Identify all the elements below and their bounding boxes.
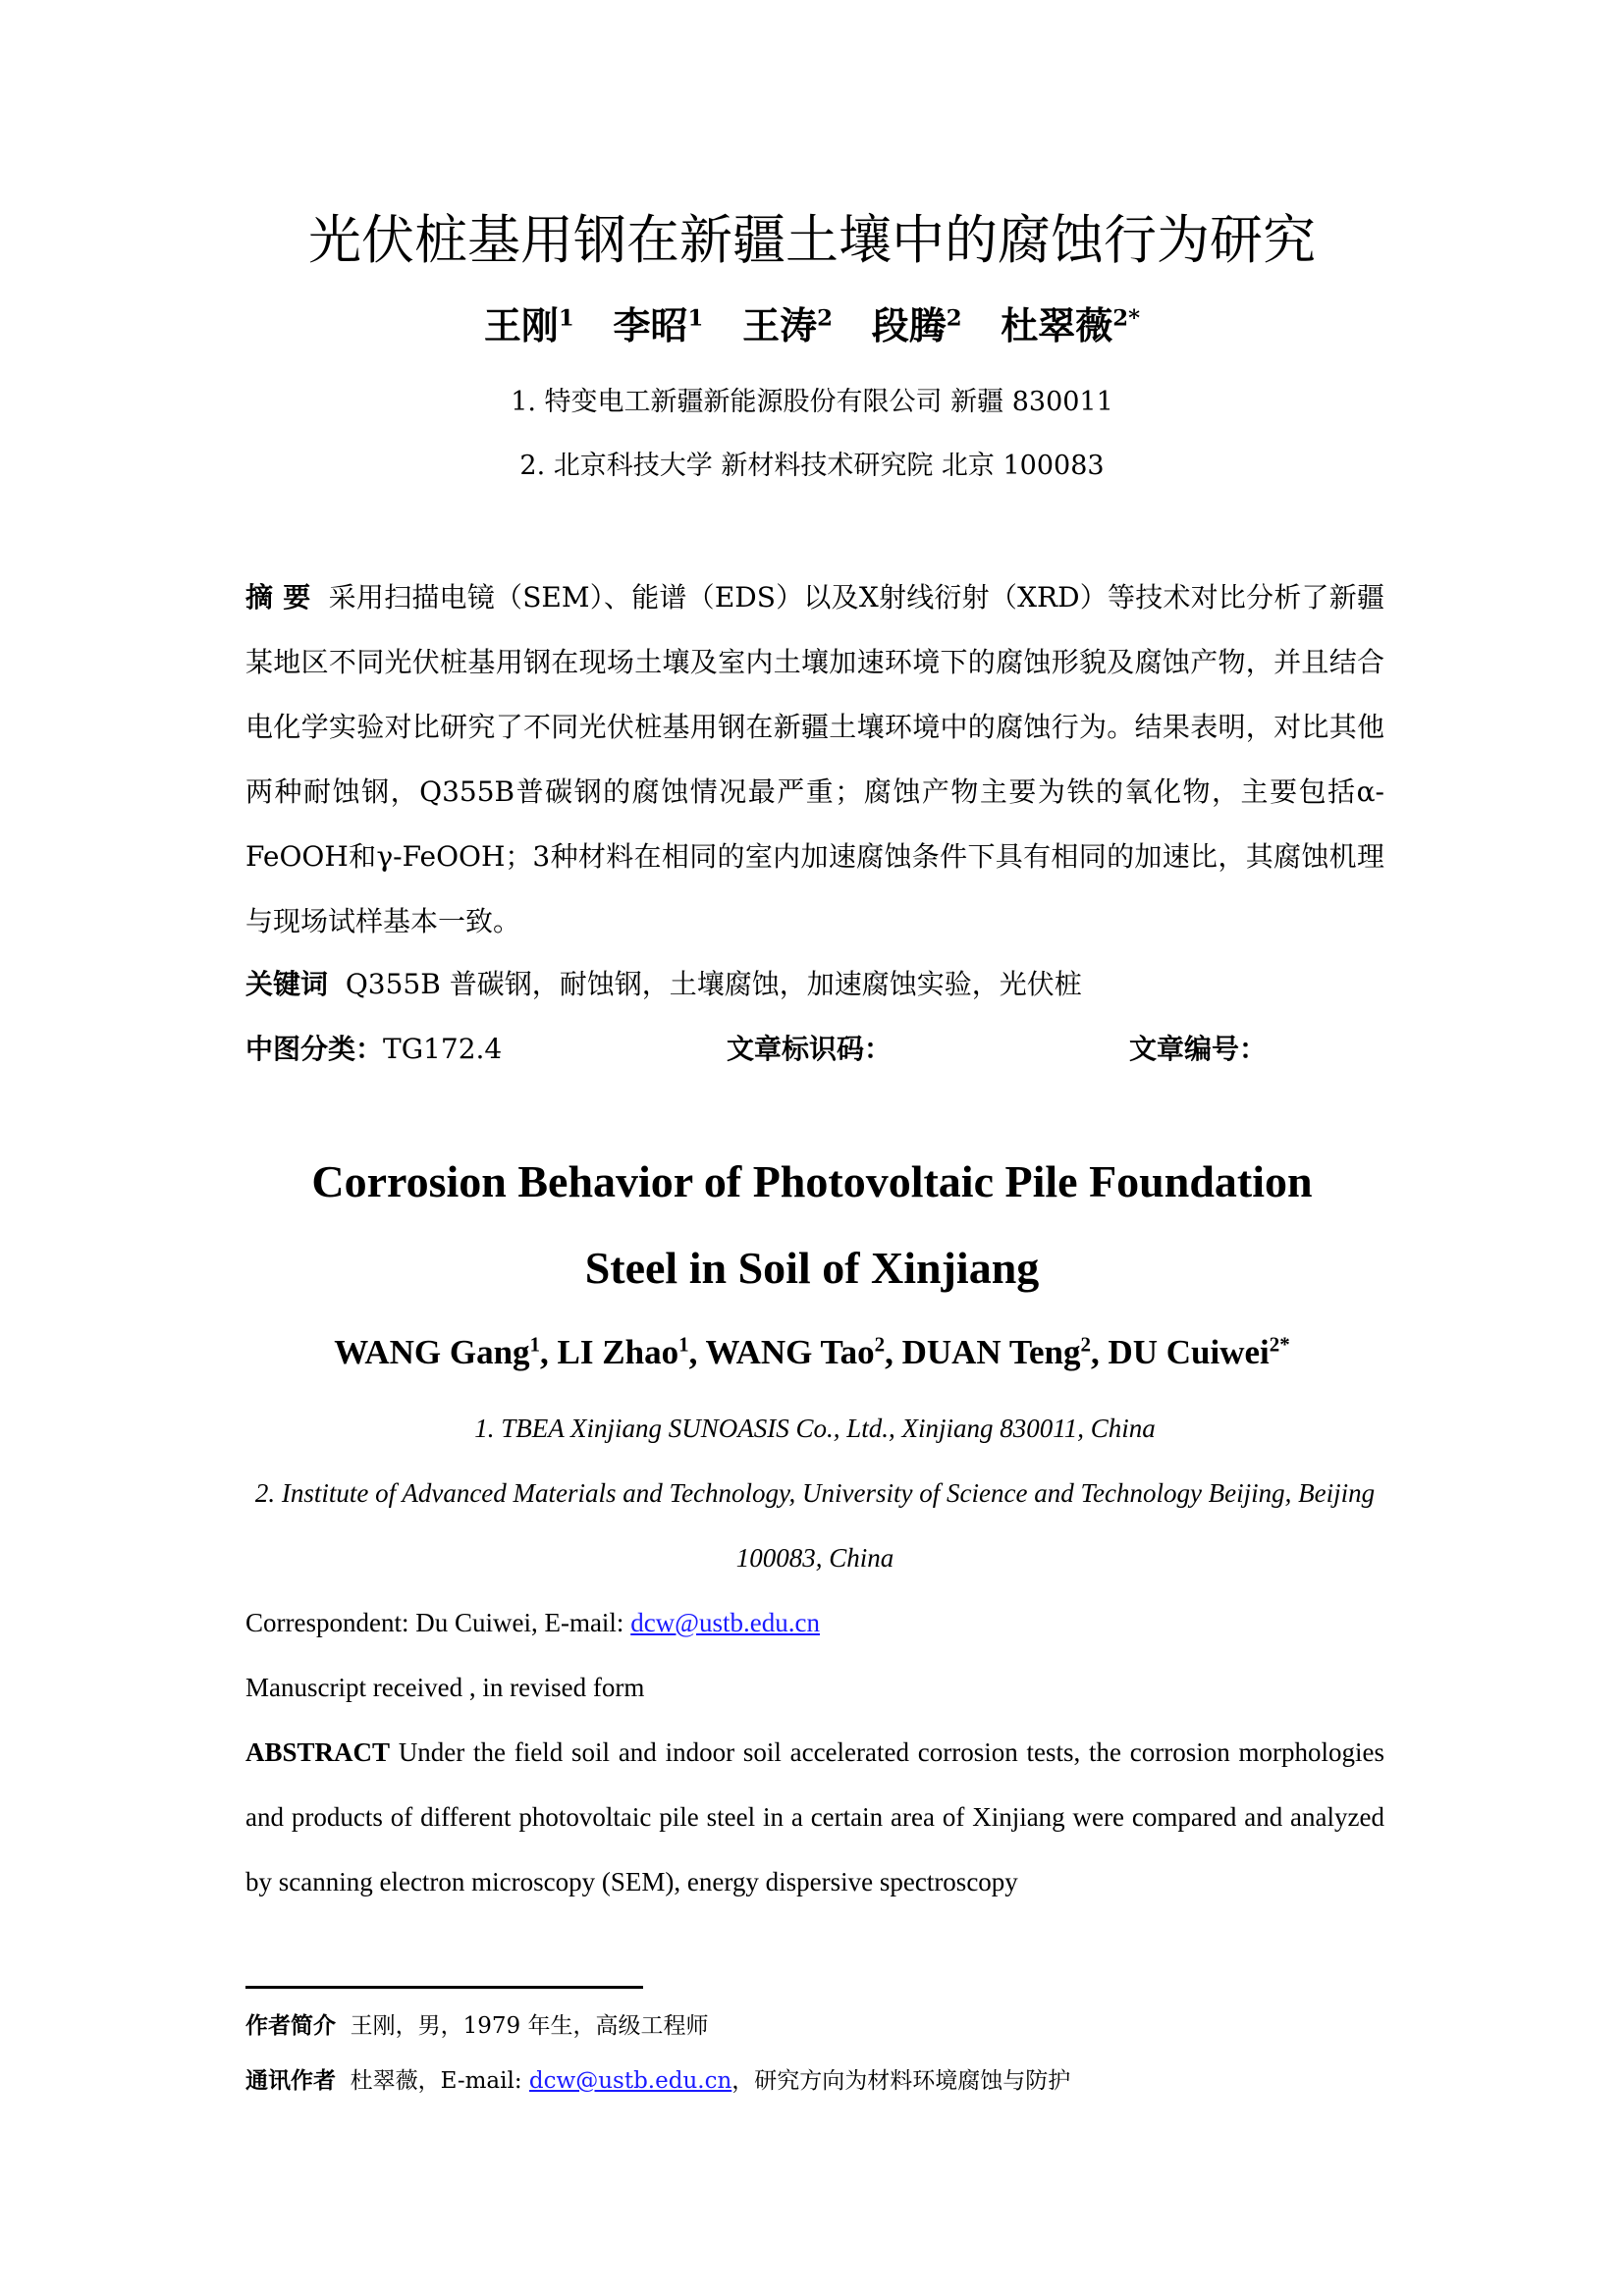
author-name: 王涛 — [742, 303, 818, 347]
correspondent-prefix: Correspondent: Du Cuiwei, E-mail: — [245, 1608, 631, 1637]
author-name: DUAN Teng — [901, 1333, 1081, 1371]
author-sup: 1 — [558, 305, 574, 332]
clc-label: 中图分类： — [245, 1033, 384, 1065]
chinese-affiliation-1: 1. 特变电工新疆新能源股份有限公司 新疆 830011 — [511, 387, 1113, 417]
author-name: WANG Gang — [334, 1333, 530, 1371]
correspondent-line — [245, 1590, 1384, 1655]
chinese-affiliation-2: 2. 北京科技大学 新材料技术研究院 北京 100083 — [519, 451, 1105, 481]
author-sup: 2 — [946, 305, 962, 332]
footnote-divider — [245, 1986, 643, 1989]
footnote-corr-label: 通讯作者 — [245, 2067, 336, 2094]
clc-value: TG172.4 — [383, 1033, 503, 1065]
author-name: DU Cuiwei — [1108, 1333, 1270, 1371]
footnote-author-label: 作者简介 — [245, 2012, 336, 2039]
document-code-label: 文章标识码： — [727, 1033, 893, 1065]
footnote-email-link[interactable]: dcw@ustb.edu.cn — [528, 2068, 732, 2094]
english-authors: WANG Gang$^1$, LI Zhao$^1$, WANG Tao$^2$, DUAN Teng$^2$, DU Cuiwei$^{2*}$ — [334, 1332, 1290, 1371]
english-abstract — [245, 1720, 1384, 1914]
author-sup: 1 — [687, 305, 704, 332]
clc-field — [245, 1017, 502, 1082]
author-sup: 1 — [529, 1332, 541, 1357]
english-title-line-1: Corrosion Behavior of Photovoltaic Pile Foundation — [311, 1156, 1313, 1206]
classification-row — [245, 1017, 1384, 1082]
footnote-corresponding-author — [245, 2057, 1384, 2105]
abstract-text: 采用扫描电镜（SEM）、能谱（EDS）以及X射线衍射（XRD）等技术对比分析了新疆某地区不同光伏桩基用钢在现场土壤及室内土壤加速环境下的腐蚀形貌及腐蚀产物，并且结合电化学实验对比研究了不同光伏桩基用钢在新疆土壤环境中的腐蚀行为。结果表明，对比其他两种耐蚀钢，Q355B普碳钢的腐蚀情况最严重；腐蚀产物主要为铁的氧化物，主要包括α-FeOOH和γ-FeOOH；3种材料在相同的室内加速腐蚀条件下具有相同的加速比，其腐蚀机理与现场试样基本一致。 — [245, 581, 1384, 937]
author-name: 段腾 — [871, 303, 947, 347]
chinese-authors — [0, 296, 1624, 355]
author-sup: 2 — [1080, 1332, 1091, 1357]
author-name: 李昭 — [613, 303, 688, 347]
english-abstract-label: ABSTRACT — [245, 1737, 391, 1767]
author-sup: 1 — [678, 1332, 689, 1357]
keywords-label: 关键词 — [245, 968, 329, 1000]
chinese-title: 光伏桩基用钢在新疆土壤中的腐蚀行为研究 — [308, 209, 1316, 271]
english-affiliation-2: 2. Institute of Advanced Materials and Technology, University of Science and Technology Beijing, Beijing 100083, China — [254, 1478, 1376, 1573]
keywords-text: Q355B 普碳钢，耐蚀钢，土壤腐蚀，加速腐蚀实验，光伏桩 — [345, 968, 1082, 1000]
author-sup: 2 — [817, 305, 833, 332]
author-name: WANG Tao — [705, 1333, 875, 1371]
manuscript-line: Manuscript received , in revised form — [245, 1673, 645, 1702]
footnote-corr-prefix: 杜翠薇，E-mail: — [350, 2068, 529, 2094]
footnote-author-bio — [245, 2002, 1384, 2050]
author-sup: 2* — [1269, 1332, 1290, 1357]
abstract-label: 摘 要 — [245, 581, 311, 614]
author-name: 王刚 — [483, 303, 559, 347]
author-sup: 2* — [1112, 305, 1141, 332]
keywords — [245, 952, 1384, 1017]
english-title-line-2: Steel in Soil of Xinjiang — [584, 1243, 1040, 1293]
english-abstract-text: Under the field soil and indoor soil accelerated corrosion tests, the corrosion morphologies and products of different photovoltaic pile steel in a certain area of Xinjiang were compared and analyzed by scanning electron microscopy (SEM), energy dispersive spectroscopy — [245, 1737, 1384, 1896]
footnote-corr-suffix: ，研究方向为材料环境腐蚀与防护 — [731, 2068, 1071, 2094]
author-name: 杜翠薇 — [1001, 303, 1113, 347]
chinese-abstract — [245, 565, 1384, 954]
correspondent-email-link[interactable]: dcw@ustb.edu.cn — [630, 1608, 821, 1637]
english-affiliation-1: 1. TBEA Xinjiang SUNOASIS Co., Ltd., Xinjiang 830011, China — [474, 1414, 1156, 1443]
footnote-author-text: 王刚，男，1979 年生，高级工程师 — [350, 2013, 709, 2039]
author-sup: 2 — [874, 1332, 886, 1357]
article-number-label: 文章编号： — [1129, 1033, 1268, 1065]
english-title — [0, 1139, 1624, 1311]
author-name: LI Zhao — [557, 1333, 679, 1371]
